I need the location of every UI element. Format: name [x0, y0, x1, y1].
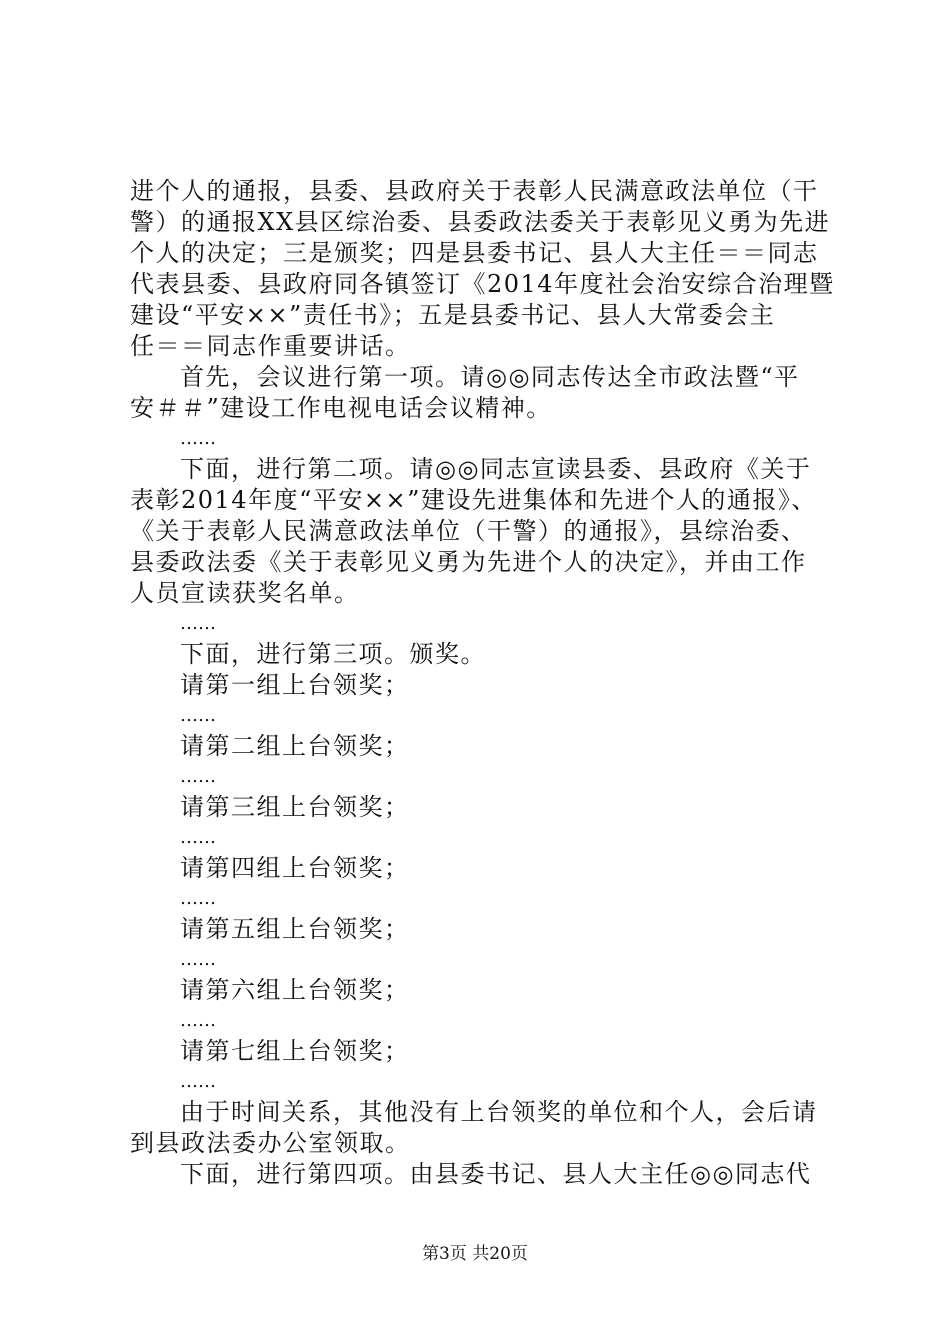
- text-line: 表彰2014年度“平安××”建设先进集体和先进个人的通报》、: [130, 486, 817, 514]
- text-line: 代表县委、县政府同各镇签订《2014年度社会治安综合治理暨: [130, 270, 835, 298]
- text-line: 安＃＃”建设工作电视电话会议精神。: [130, 394, 552, 422]
- text-line: 请第一组上台领奖；: [180, 671, 410, 699]
- text-line: 《关于表彰人民满意政法单位（干警）的通报》，县综治委、: [130, 517, 807, 545]
- ellipsis-line: ……: [180, 766, 216, 787]
- text-line: 请第二组上台领奖；: [180, 732, 410, 760]
- text-line: 到县政法委办公室领取。: [130, 1129, 411, 1157]
- ellipsis-line: ……: [180, 613, 216, 634]
- ellipsis-line: ……: [180, 949, 216, 970]
- text-line: 请第七组上台领奖；: [180, 1037, 410, 1065]
- text-line: 请第四组上台领奖；: [180, 854, 410, 882]
- page-footer: 第3页 共20页: [422, 1244, 528, 1264]
- text-line: 人员宣读获奖名单。: [130, 579, 360, 607]
- ellipsis-line: ……: [180, 428, 216, 449]
- ellipsis-line: ……: [180, 1071, 216, 1092]
- ellipsis-line: ……: [180, 705, 216, 726]
- text-line: 县委政法委《关于表彰见义勇为先进个人的决定》，并由工作: [130, 548, 807, 576]
- text-line: 建设“平安××”责任书》；五是县委书记、县人大常委会主: [130, 301, 776, 329]
- text-line: 任＝＝同志作重要讲话。: [130, 332, 411, 360]
- text-line: 由于时间关系，其他没有上台领奖的单位和个人，会后请: [180, 1098, 818, 1126]
- ellipsis-line: ……: [180, 1010, 216, 1031]
- text-line: 下面，进行第三项。颁奖。: [180, 640, 486, 668]
- ellipsis-line: ……: [180, 827, 216, 848]
- text-line: 首先，会议进行第一项。请◎◎同志传达全市政法暨“平: [180, 363, 800, 391]
- ellipsis-line: ……: [180, 888, 216, 909]
- document-body: [130, 176, 835, 1190]
- text-line: 警）的通报XX县区综治委、县委政法委关于表彰见义勇为先进: [130, 208, 831, 236]
- text-line: 下面，进行第四项。由县委书记、县人大主任◎◎同志代: [180, 1160, 812, 1188]
- text-line: 请第六组上台领奖；: [180, 976, 410, 1004]
- text-line: 下面，进行第二项。请◎◎同志宣读县委、县政府《关于: [180, 455, 812, 483]
- text-line: 个人的决定；三是颁奖；四是县委书记、县人大主任＝＝同志: [130, 239, 819, 267]
- text-line: 请第三组上台领奖；: [180, 793, 410, 821]
- text-line: 进个人的通报，县委、县政府关于表彰人民满意政法单位（干: [130, 177, 819, 205]
- text-line: 请第五组上台领奖；: [180, 915, 410, 943]
